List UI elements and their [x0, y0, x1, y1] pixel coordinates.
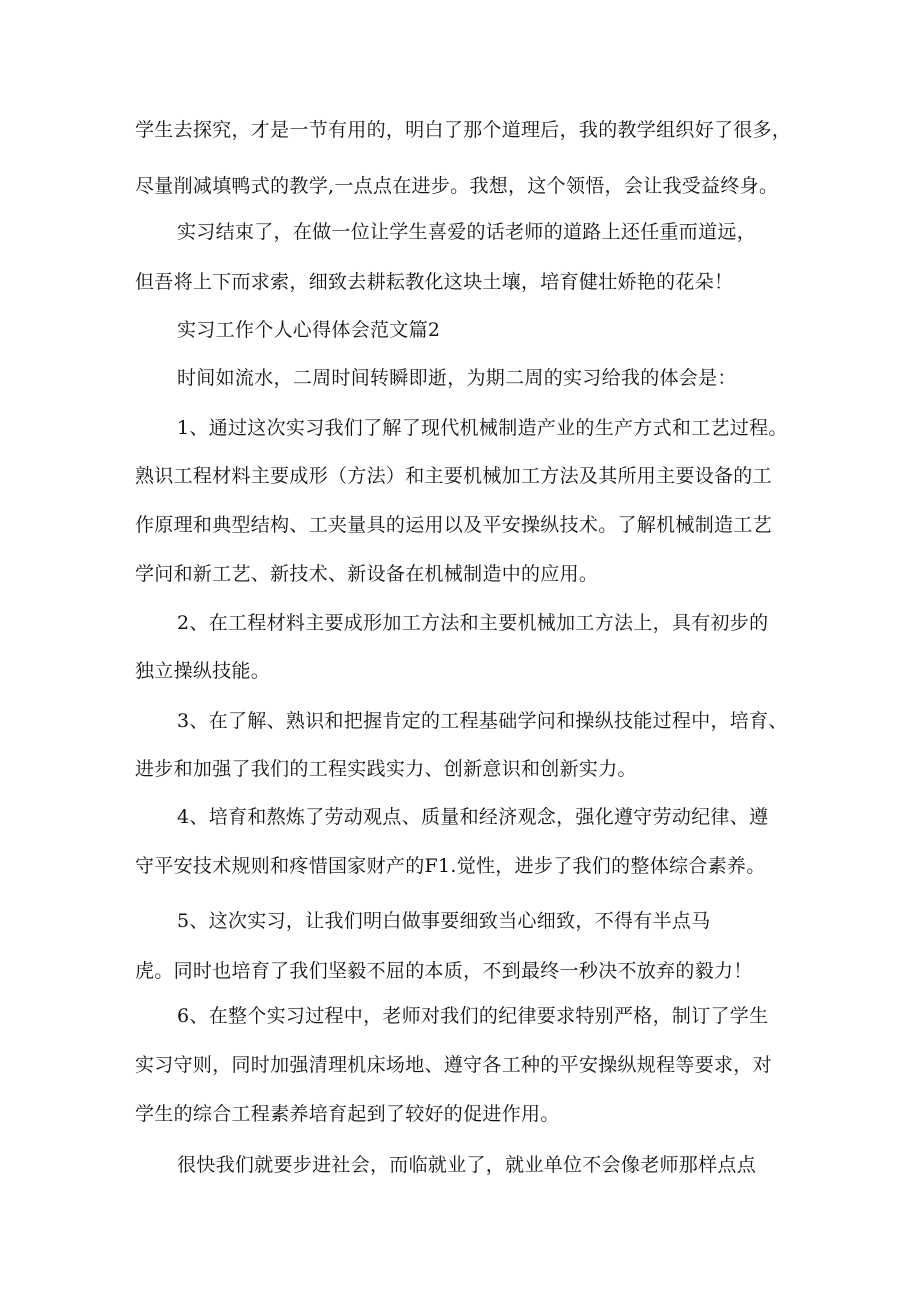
text-line: 很快我们就要步进社会，而临就业了，就业单位不会像老师那样点点 — [177, 1154, 757, 1176]
text-line: 4、培育和熬炼了劳动观点、质量和经济观念，强化遵守劳动纪律、遵 — [177, 806, 769, 828]
text-line: 独立操纵技能。 — [135, 660, 271, 682]
text-line: 守平安技术规则和疼惜国家财产的F1.觉性，进步了我们的整体综合素养。 — [135, 855, 766, 877]
text-line: 进步和加强了我们的工程实践实力、创新意识和创新实力。 — [135, 758, 637, 780]
text-line: 但吾将上下而求索，细致去耕耘教化这块土壤，培育健壮娇艳的花朵！ — [135, 271, 734, 293]
text-line: 熟识工程材料主要成形（方法）和主要机械加工方法及其所用主要设备的工 — [135, 465, 772, 487]
text-line: 作原理和典型结构、工夹量具的运用以及平安操纵技术。了解机械制造工艺 — [135, 514, 772, 536]
text-line: 尽量削减填鸭式的教学,一点点在进步。我想，这个领悟，会让我受益终身。 — [135, 175, 779, 197]
text-line: 1、通过这次实习我们了解了现代机械制造产业的生产方式和工艺过程。 — [177, 417, 788, 439]
text-line: 3、在了解、熟识和把握肯定的工程基础学问和操纵技能过程中，培育、 — [177, 710, 788, 732]
text-line: 实习结束了，在做一位让学生喜爱的话老师的道路上还任重而道远， — [177, 221, 757, 243]
text-line: 实习守则，同时加强清理机床场地、遵守各工种的平安操纵规程等要求，对 — [135, 1054, 772, 1076]
text-line: 虎。同时也培育了我们坚毅不屈的本质，不到最终一秒决不放弃的毅力！ — [135, 960, 753, 982]
text-line: 学问和新工艺、新技术、新设备在机械制造中的应用。 — [135, 563, 599, 585]
text-line: 5、这次实习，让我们明白做事要细致当心细致，不得有半点马 — [177, 910, 711, 932]
section-heading: 实习工作个人心得体会范文篇2 — [177, 319, 441, 341]
text-line: 时间如流水，二周时间转瞬即逝，为期二周的实习给我的体会是： — [177, 367, 737, 389]
text-line: 学生的综合工程素养培育起到了较好的促进作用。 — [135, 1103, 560, 1125]
text-line: 6、在整个实习过程中，老师对我们的纪律要求特别严格，制订了学生 — [177, 1005, 769, 1027]
text-line: 学生去探究，才是一节有用的，明白了那个道理后，我的教学组织好了很多， — [135, 119, 792, 141]
text-line: 2、在工程材料主要成形加工方法和主要机械加工方法上，具有初步的 — [177, 612, 769, 634]
